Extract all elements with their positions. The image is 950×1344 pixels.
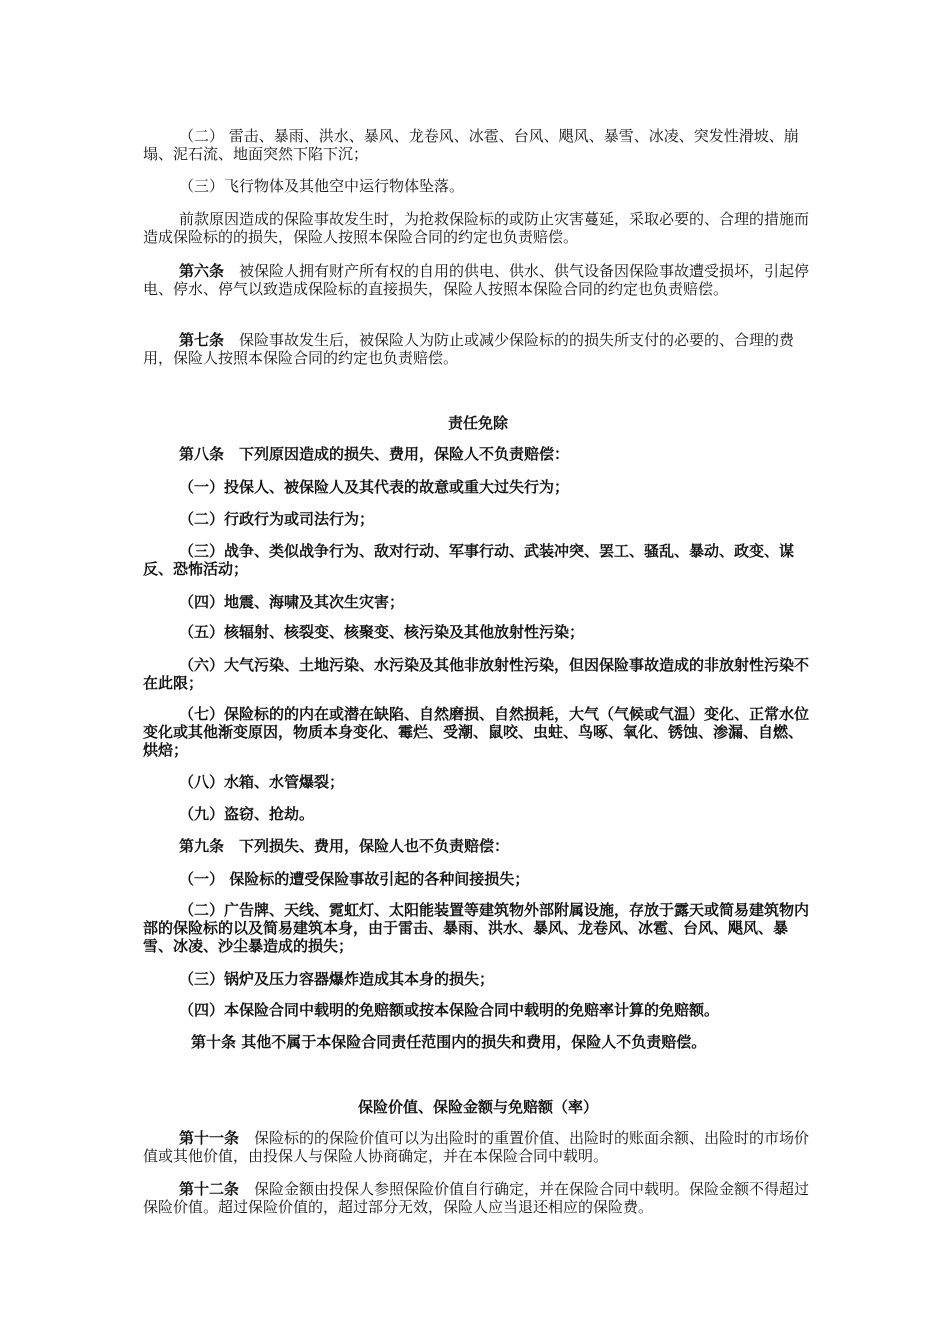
article-8: 第八条 下列原因造成的损失、费用，保险人不负责赔偿：: [179, 445, 570, 463]
article-8-item-2: （二）行政行为或司法行为；: [179, 510, 375, 528]
article-6-label: 第六条: [179, 262, 225, 280]
paragraph-item-2: （二） 雷击、暴雨、洪水、暴风、龙卷风、冰雹、台风、飓风、暴雪、冰凌、突发性滑坡、崩塌、泥石流、地面突然下陷下沉；: [143, 127, 799, 163]
article-8-item-3: （三）战争、类似战争行为、敌对行动、军事行动、武装冲突、罢工、骚乱、暴动、政变、谋反、恐怖活动；: [143, 542, 795, 578]
article-8-item-8: （八）水箱、水管爆裂；: [179, 773, 345, 791]
article-9-item-2: （二）广告牌、天线、霓虹灯、太阳能装置等建筑物外部附属设施，存放于露天或简易建筑物内部的保险标的以及简易建筑本身，由于雷击、暴雨、洪水、暴风、龙卷风、冰雹、台风、飓风、暴雪、冰凌、沙尘暴造成的损失；: [143, 901, 810, 955]
paragraph-item-3: （三）飞行物体及其他空中运行物体坠落。: [179, 177, 465, 195]
article-9: 第九条 下列损失、费用，保险人也不负责赔偿：: [179, 837, 510, 855]
article-6: [143, 262, 813, 298]
article-6-text: 被保险人拥有财产所有权的自用的供电、供水、供气设备因保险事故遭受损坏，引起停电、停水、停气以致造成保险标的直接损失，保险人按照本保险合同的约定也负责赔偿。: [143, 262, 810, 298]
article-8-item-7: （七）保险标的的内在或潜在缺陷、自然磨损、自然损耗，大气（气候或气温）变化、正常水位变化或其他渐变原因，物质本身变化、霉烂、受潮、鼠咬、虫蛀、鸟啄、氧化、锈蚀、渗漏、自燃、烘焙；: [143, 705, 810, 759]
article-12-label: 第十二条: [179, 1180, 240, 1198]
article-7-text: 保险事故发生后，被保险人为防止或减少保险标的的损失所支付的必要的、合理的费用，保险人按照本保险合同的约定也负责赔偿。: [143, 331, 795, 367]
article-8-item-5: （五）核辐射、核裂变、核聚变、核污染及其他放射性污染；: [179, 623, 585, 641]
article-9-item-3: （三）锅炉及压力容器爆炸造成其本身的损失；: [179, 970, 495, 988]
article-8-item-1: （一）投保人、被保险人及其代表的故意或重大过失行为；: [179, 478, 570, 496]
article-10: 第十条 其他不属于本保险合同责任范围内的损失和费用，保险人不负责赔偿。: [191, 1033, 707, 1051]
section-title-value: 保险价值、保险金额与免赔额（率）: [357, 1098, 598, 1116]
paragraph-clause: 前款原因造成的保险事故发生时，为抢救保险标的或防止灾害蔓延，采取必要的、合理的措施而造成保险标的的损失，保险人按照本保险合同的约定也负责赔偿。: [143, 210, 810, 246]
article-11-text: 保险标的的保险价值可以为出险时的重置价值、出险时的账面余额、出险时的市场价值或其他价值，由投保人与保险人协商确定，并在本保险合同中载明。: [143, 1129, 810, 1165]
article-7-label: 第七条: [179, 331, 225, 349]
article-12: [143, 1180, 813, 1216]
section-title-exclusions: 责任免除: [447, 414, 508, 432]
article-8-item-9: （九）盗窃、抢劫。: [179, 805, 315, 823]
article-11: [143, 1129, 813, 1165]
article-9-item-4: （四）本保险合同中载明的免赔额或按本保险合同中载明的免赔率计算的免赔额。: [179, 1001, 720, 1019]
article-12-text: 保险金额由投保人参照保险价值自行确定，并在保险合同中载明。保险金额不得超过保险价值。超过保险价值的，超过部分无效，保险人应当退还相应的保险费。: [143, 1180, 810, 1216]
article-8-item-4: （四）地震、海啸及其次生灾害；: [179, 593, 405, 611]
article-11-label: 第十一条: [179, 1129, 240, 1147]
article-9-item-1: （一） 保险标的遭受保险事故引起的各种间接损失；: [179, 870, 530, 888]
article-7: [143, 331, 813, 367]
article-8-item-6: （六）大气污染、土地污染、水污染及其他非放射性污染，但因保险事故造成的非放射性污染不在此限；: [143, 656, 810, 692]
